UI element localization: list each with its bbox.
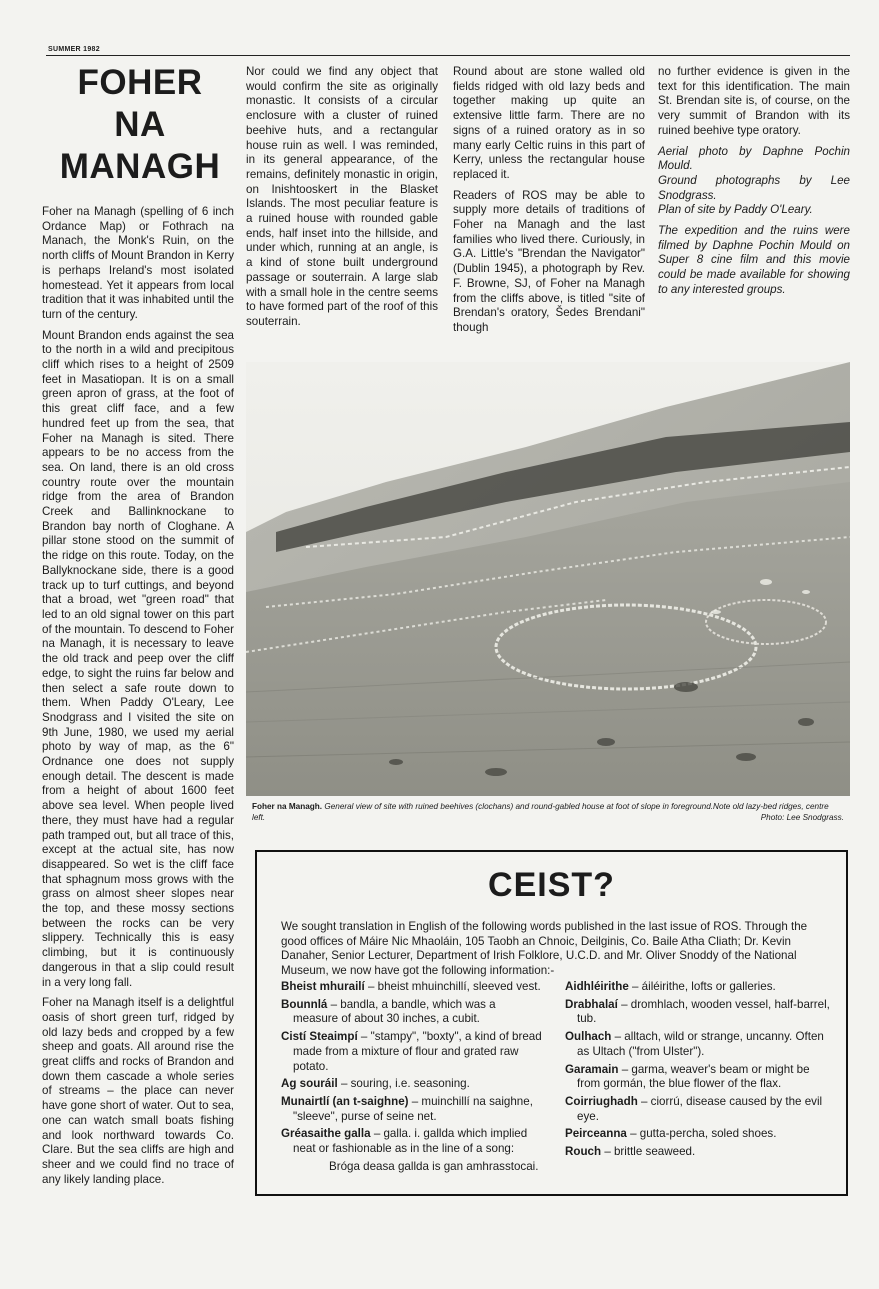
glossary-item bbox=[281, 980, 543, 995]
song-line: Bróga deasa gallda is gan amhrasstocai. bbox=[329, 1159, 539, 1173]
photo-credits bbox=[658, 145, 850, 219]
site-photograph bbox=[246, 362, 850, 796]
ceist-intro: We sought translation in English of the following words published in the last issue of ROS. Through the good offices of Máire Nic Mhaoláin, 105 Taobh an Chnoic, Deilginis, Co. Baile Atha Cliath; Dr. Kevin Danaher, Senior Lecturer, Department of Irish Folklore, U.C.D. and Mr. Oliver Snoddy of the National Museum, we now have got the following information:- bbox=[281, 920, 808, 978]
glossary-term: Bounnlá bbox=[281, 997, 328, 1011]
glossary-item bbox=[565, 998, 835, 1027]
film-note: The expedition and the ruins were filmed by Daphne Pochin Mould on Super 8 cine film and this movie could be made available for showing to any interested groups. bbox=[658, 224, 850, 296]
credit-line: Plan of site by Paddy O'Leary. bbox=[658, 203, 813, 217]
caption-text: General view of site with ruined beehives (clochans) and round-gabled house at foot of slope in foreground.Note old lazy-bed ridges, centre left. bbox=[252, 802, 829, 822]
ceist-title: CEIST? bbox=[488, 866, 615, 904]
paragraph: Nor could we find any object that would confirm the site as originally monastic. It consists of a circular enclosure with a cluster of ruined beehive huts, and a rectangular house ruin as well. I was reminded, in its general appearance, of the remains, definitely monastic in origin, on Inishtooskert in the Blasket Islands. The most peculiar feature is a ruined house with rounded gable ends, half inset into the hillside, and under which, running at an angle, is a kind of stone built underground passage or souterrain. A large slab with a small hole in the centre seems to have formed part of the roof of this souterrain. bbox=[246, 65, 438, 328]
glossary-item bbox=[565, 1063, 835, 1092]
glossary-term: Munairtlí (an t-saighne) bbox=[281, 1094, 409, 1108]
photo-credit: Photo: Lee Snodgrass. bbox=[760, 813, 844, 822]
glossary-term: Rouch bbox=[565, 1145, 602, 1159]
column-1 bbox=[42, 205, 234, 1193]
title-line: FOHER bbox=[77, 63, 203, 102]
glossary-left bbox=[281, 980, 543, 1177]
glossary-item bbox=[565, 1030, 835, 1059]
glossary-item bbox=[565, 980, 835, 995]
glossary-right bbox=[565, 980, 835, 1163]
glossary-definition: – bheist mhuinchillí, sleeved vest. bbox=[367, 980, 541, 993]
photo-caption bbox=[252, 801, 844, 823]
glossary-term: Garamain bbox=[565, 1062, 619, 1076]
glossary-item bbox=[281, 1077, 543, 1092]
glossary-definition: – dromhlach, wooden vessel, half-barrel, tub. bbox=[577, 997, 830, 1026]
glossary-term: Bheist mhurailí bbox=[281, 980, 365, 993]
column-2 bbox=[246, 65, 438, 336]
paragraph: Readers of ROS may be able to supply more details of traditions of Foher na Managh and the last families who lived there. Curiously, in G.A. Little's "Brendan the Navigator" (Dublin 1945), a photograph by Rev. F. Browne, SJ, of Foher na Managh from the cliffs above, is titled "site of Brendan's oratory, Šedes Brendani" though bbox=[453, 188, 645, 334]
glossary-item bbox=[565, 1095, 835, 1124]
paragraph: Mount Brandon ends against the sea to the north in a wild and precipitous cliff which rises to a height of 2509 feet in Masatiopan. It is on a small green apron of grass, at the foot of this great cliff face, and a few hundred feet up from the sea, that Foher na Managh is sited. There appears to be no access from the sea. On land, there is an old cross country route over the mountain ridge from the area of Brandon Creek and Ballinknockane to Brandon bay north of Cloghane. A pillar stone stood on the summit of the ridge on this route. Today, on the Ballyknockane side, there is a good track up to turf cuttings, and beyond that a broad, wet "green road" that led to an old signal tower on this part of the mountain. To descend to Foher na Managh, it is necessary to leave the old track and peep over the cliff edge, to sight the ruins far below and then select a safe route down to them. When Paddy O'Leary, Lee Snodgrass and I visited the site on 9th June, 1980, we used my aerial photo by way of map, as the 6" Ordnance one does not supply enough detail. The descent is made from a height of about 1600 feet above sea level. When people lived there, they must have had a regular path tramped out, but all trace of this, except at the actual site, has now disappeared. So wet is the cliff face that sphagnum moss grows with the grass on almost sheer slopes near the top, and these mossy sections between the rocks can be very slippery. Technically this is easy climbing, but it is continuously dangerous in that a slip could result in a very long fall. bbox=[42, 328, 234, 989]
glossary-definition: – ciorrú, disease caused by the evil eye. bbox=[577, 1094, 823, 1123]
glossary-term: Ag souráil bbox=[281, 1077, 338, 1091]
glossary-definition: – muinchillí na saighne, "sleeve", purse of seine net. bbox=[293, 1094, 533, 1123]
title-line: NA bbox=[114, 105, 166, 144]
glossary-term: Oulhach bbox=[565, 1030, 612, 1044]
glossary-item bbox=[281, 1030, 543, 1074]
glossary-item bbox=[565, 1127, 835, 1142]
glossary-item bbox=[281, 1095, 543, 1124]
caption-title: Foher na Managh. bbox=[252, 802, 323, 811]
column-3 bbox=[453, 65, 645, 342]
glossary-definition: – bandla, a bandle, which was a measure of about 30 inches, a cubit. bbox=[293, 997, 496, 1026]
glossary-definition: – áiléirithe, lofts or galleries. bbox=[632, 980, 776, 993]
glossary-definition: – souring, i.e. seasoning. bbox=[340, 1077, 470, 1091]
credit-line: Ground photographs by Lee Snodgrass. bbox=[658, 173, 850, 202]
column-4 bbox=[658, 65, 850, 304]
article-title bbox=[40, 62, 240, 188]
paragraph: no further evidence is given in the text for this identification. The main St. Brendan site is, of course, on the very summit of Brandon with its ruined beehive type oratory. bbox=[658, 65, 850, 137]
ceist-box bbox=[255, 850, 848, 1196]
glossary-definition: – garma, weaver's beam or might be from gormán, the blue flower of the flax. bbox=[577, 1062, 810, 1091]
glossary-term: Drabhalaí bbox=[565, 997, 618, 1011]
issue-date: SUMMER 1982 bbox=[48, 46, 100, 53]
glossary-definition: – brittle seaweed. bbox=[604, 1145, 696, 1159]
glossary-definition: – "stampy", "boxty", a kind of bread made from a mixture of flour and grated raw potato. bbox=[293, 1030, 542, 1073]
glossary-definition: – alltach, wild or strange, uncanny. Often as Ultach ("from Ulster"). bbox=[577, 1030, 824, 1058]
glossary-term: Coirriughadh bbox=[565, 1094, 638, 1108]
paragraph: Round about are stone walled old fields ridged with old lazy beds and together making up quite an extensive little farm. There are no signs of a ruined oratory as in so many early Celtic ruins in this part of Kerry, unless the rectangular house replaced it. bbox=[453, 65, 645, 181]
paragraph: Foher na Managh (spelling of 6 inch Ordance Map) or Fothrach na Manach, the Monk's Ruin, on the north cliffs of Mount Brandon in Kerry is perhaps Ireland's most isolated homestead. Yet it appears from local tradition that it was inhabited until the turn of the century. bbox=[42, 205, 234, 321]
credit-line: Aerial photo by Daphne Pochin Mould. bbox=[658, 144, 850, 173]
glossary-definition: – gutta-percha, soled shoes. bbox=[630, 1127, 777, 1141]
title-line: MANAGH bbox=[59, 147, 221, 186]
glossary-item bbox=[281, 1127, 543, 1156]
glossary-term: Aidhléirithe bbox=[565, 980, 629, 993]
header-rule bbox=[46, 55, 850, 56]
glossary-term: Gréasaithe galla bbox=[281, 1127, 371, 1141]
glossary-item bbox=[565, 1145, 835, 1160]
glossary-term: Peirceanna bbox=[565, 1127, 627, 1141]
paragraph: Foher na Managh itself is a delightful oasis of short green turf, ridged by old lazy beds and cropped by a few sheep and goats. All around rise the great cliffs and rocks of Brandon and down them cascade a whole series of streams – the place can never have gone short of water. Out to sea, one can watch small boats fishing and look northward towards Co. Clare. But the sea cliffs are high and sheer and we could find no trace of any likely landing place. bbox=[42, 996, 234, 1186]
glossary-term: Cistí Steaimpí bbox=[281, 1030, 358, 1044]
glossary-definition: – galla. i. gallda which implied neat or fashionable as in the line of a song: bbox=[293, 1127, 528, 1156]
glossary-item bbox=[281, 998, 543, 1027]
